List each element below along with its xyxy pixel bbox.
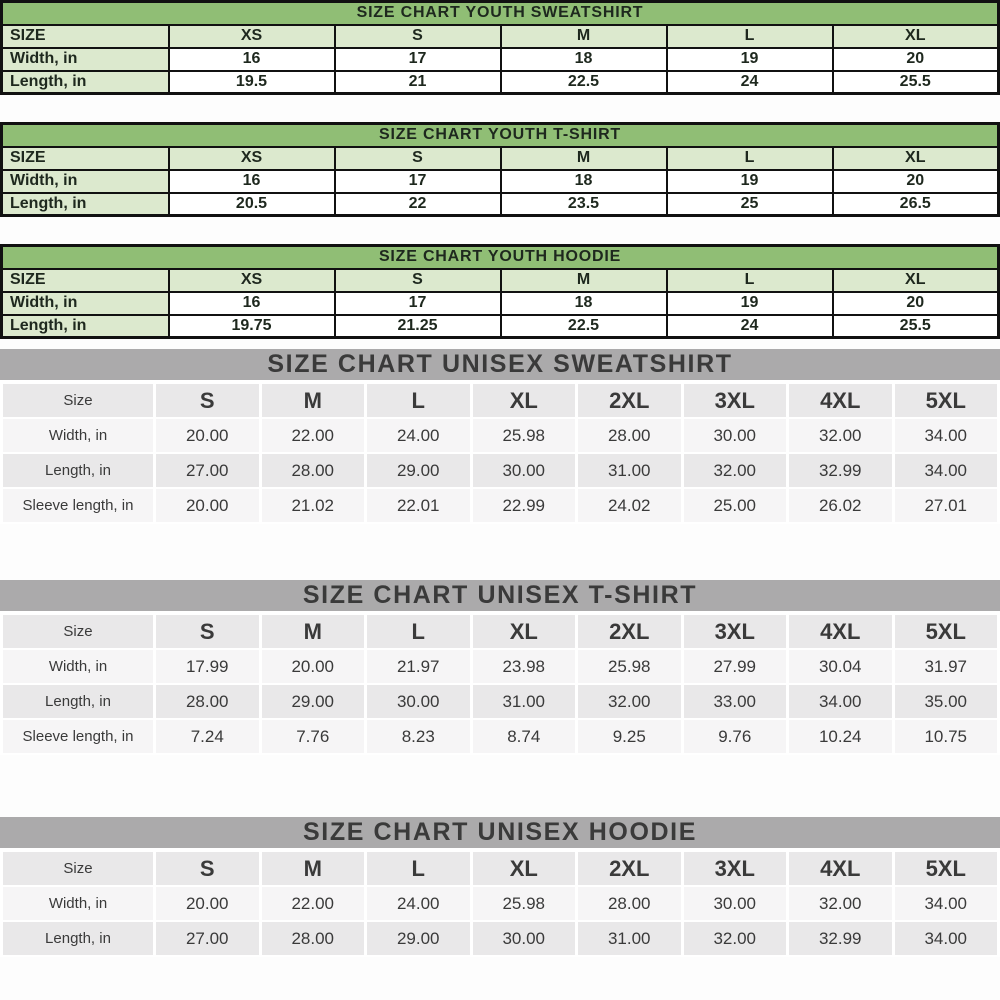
value-cell: 18 <box>501 292 667 315</box>
row-label: Width, in <box>3 650 153 683</box>
chart-title: SIZE CHART UNISEX SWEATSHIRT <box>0 349 1000 380</box>
size-header-cell: S <box>335 269 501 292</box>
size-column-header: Size <box>3 852 153 885</box>
size-table <box>0 613 1000 755</box>
value-cell: 26.02 <box>789 489 892 522</box>
size-header-cell: 2XL <box>578 615 681 648</box>
row-label: Sleeve length, in <box>3 489 153 522</box>
value-cell: 25.5 <box>833 315 999 338</box>
value-cell: 31.97 <box>895 650 998 683</box>
measurement-row <box>3 922 997 955</box>
measurement-row <box>2 170 999 193</box>
title-row <box>2 124 999 147</box>
value-cell: 20.5 <box>169 193 335 216</box>
chart-title: SIZE CHART YOUTH SWEATSHIRT <box>2 2 999 25</box>
value-cell: 20 <box>833 292 999 315</box>
value-cell: 22 <box>335 193 501 216</box>
value-cell: 23.98 <box>473 650 576 683</box>
value-cell: 24 <box>667 315 833 338</box>
value-cell: 8.74 <box>473 720 576 753</box>
size-header-cell: L <box>367 384 470 417</box>
size-table <box>0 382 1000 524</box>
size-header-cell: M <box>501 25 667 48</box>
value-cell: 10.24 <box>789 720 892 753</box>
value-cell: 25.00 <box>684 489 787 522</box>
value-cell: 7.24 <box>156 720 259 753</box>
value-cell: 25.98 <box>578 650 681 683</box>
measurement-row <box>2 193 999 216</box>
size-header-cell: XS <box>169 25 335 48</box>
value-cell: 32.00 <box>684 922 787 955</box>
value-cell: 22.00 <box>262 419 365 452</box>
size-header-cell: XS <box>169 269 335 292</box>
measurement-row <box>3 887 997 920</box>
header-row <box>3 615 997 648</box>
size-header-cell: 4XL <box>789 615 892 648</box>
value-cell: 28.00 <box>262 922 365 955</box>
value-cell: 20 <box>833 48 999 71</box>
value-cell: 25 <box>667 193 833 216</box>
measurement-row <box>3 720 997 753</box>
value-cell: 20.00 <box>156 419 259 452</box>
unisex-sweatshirt-size-chart <box>0 349 1000 524</box>
section-spacer <box>0 755 1000 817</box>
size-table <box>0 0 1000 95</box>
value-cell: 21.02 <box>262 489 365 522</box>
section-spacer <box>0 339 1000 349</box>
value-cell: 22.01 <box>367 489 470 522</box>
value-cell: 16 <box>169 292 335 315</box>
unisex-hoodie-size-chart <box>0 817 1000 957</box>
youth-hoodie-size-chart <box>0 244 1000 339</box>
value-cell: 34.00 <box>895 419 998 452</box>
value-cell: 17 <box>335 292 501 315</box>
size-header-cell: 3XL <box>684 852 787 885</box>
value-cell: 21 <box>335 71 501 94</box>
row-label: Length, in <box>3 922 153 955</box>
size-header-cell: S <box>156 384 259 417</box>
size-column-header: Size <box>3 384 153 417</box>
value-cell: 22.00 <box>262 887 365 920</box>
header-row <box>3 852 997 885</box>
header-row <box>3 384 997 417</box>
value-cell: 35.00 <box>895 685 998 718</box>
size-header-cell: S <box>335 25 501 48</box>
size-header-cell: M <box>262 615 365 648</box>
value-cell: 25.98 <box>473 887 576 920</box>
size-header-cell: M <box>262 384 365 417</box>
value-cell: 26.5 <box>833 193 999 216</box>
size-table <box>0 122 1000 217</box>
size-header-cell: 5XL <box>895 852 998 885</box>
value-cell: 29.00 <box>367 454 470 487</box>
value-cell: 21.25 <box>335 315 501 338</box>
value-cell: 32.99 <box>789 922 892 955</box>
size-header-cell: L <box>667 25 833 48</box>
row-label: Length, in <box>2 71 169 94</box>
value-cell: 31.00 <box>473 685 576 718</box>
value-cell: 28.00 <box>262 454 365 487</box>
value-cell: 27.01 <box>895 489 998 522</box>
measurement-row <box>3 650 997 683</box>
size-header-cell: XL <box>833 147 999 170</box>
value-cell: 19.5 <box>169 71 335 94</box>
value-cell: 20.00 <box>156 887 259 920</box>
size-header-cell: M <box>501 147 667 170</box>
value-cell: 19 <box>667 48 833 71</box>
value-cell: 9.76 <box>684 720 787 753</box>
value-cell: 32.00 <box>789 419 892 452</box>
size-header-cell: 2XL <box>578 384 681 417</box>
value-cell: 27.99 <box>684 650 787 683</box>
value-cell: 28.00 <box>578 419 681 452</box>
value-cell: 29.00 <box>262 685 365 718</box>
value-cell: 17 <box>335 48 501 71</box>
value-cell: 21.97 <box>367 650 470 683</box>
value-cell: 30.00 <box>684 419 787 452</box>
row-label: Length, in <box>3 454 153 487</box>
header-row <box>2 269 999 292</box>
value-cell: 30.00 <box>367 685 470 718</box>
size-header-cell: XL <box>833 269 999 292</box>
size-header-cell: S <box>156 852 259 885</box>
header-row <box>2 25 999 48</box>
value-cell: 30.00 <box>473 454 576 487</box>
row-label: Width, in <box>2 48 169 71</box>
value-cell: 16 <box>169 170 335 193</box>
row-label: Width, in <box>2 292 169 315</box>
value-cell: 32.00 <box>684 454 787 487</box>
value-cell: 8.23 <box>367 720 470 753</box>
size-header-cell: XS <box>169 147 335 170</box>
value-cell: 22.99 <box>473 489 576 522</box>
row-label: Width, in <box>2 170 169 193</box>
youth-tshirt-size-chart <box>0 122 1000 217</box>
value-cell: 30.00 <box>473 922 576 955</box>
size-table <box>0 244 1000 339</box>
size-header-cell: XL <box>473 384 576 417</box>
value-cell: 34.00 <box>895 887 998 920</box>
size-column-header: SIZE <box>2 25 169 48</box>
value-cell: 32.99 <box>789 454 892 487</box>
value-cell: 34.00 <box>789 685 892 718</box>
size-header-cell: S <box>335 147 501 170</box>
row-label: Length, in <box>2 193 169 216</box>
header-row <box>2 147 999 170</box>
value-cell: 28.00 <box>156 685 259 718</box>
size-column-header: Size <box>3 615 153 648</box>
value-cell: 20 <box>833 170 999 193</box>
value-cell: 34.00 <box>895 922 998 955</box>
row-label: Length, in <box>2 315 169 338</box>
value-cell: 16 <box>169 48 335 71</box>
value-cell: 18 <box>501 48 667 71</box>
measurement-row <box>2 48 999 71</box>
chart-title: SIZE CHART YOUTH HOODIE <box>2 246 999 269</box>
value-cell: 33.00 <box>684 685 787 718</box>
title-row <box>2 2 999 25</box>
size-header-cell: L <box>667 269 833 292</box>
measurement-row <box>2 71 999 94</box>
measurement-row <box>2 292 999 315</box>
value-cell: 31.00 <box>578 454 681 487</box>
row-label: Width, in <box>3 887 153 920</box>
measurement-row <box>3 489 997 522</box>
size-header-cell: XL <box>833 25 999 48</box>
size-table <box>0 850 1000 957</box>
value-cell: 28.00 <box>578 887 681 920</box>
value-cell: 30.00 <box>684 887 787 920</box>
size-header-cell: 2XL <box>578 852 681 885</box>
value-cell: 19.75 <box>169 315 335 338</box>
value-cell: 7.76 <box>262 720 365 753</box>
value-cell: 20.00 <box>262 650 365 683</box>
value-cell: 24.00 <box>367 419 470 452</box>
value-cell: 32.00 <box>578 685 681 718</box>
value-cell: 34.00 <box>895 454 998 487</box>
size-header-cell: 5XL <box>895 615 998 648</box>
size-header-cell: XL <box>473 852 576 885</box>
size-column-header: SIZE <box>2 147 169 170</box>
value-cell: 27.00 <box>156 454 259 487</box>
value-cell: 20.00 <box>156 489 259 522</box>
size-header-cell: 3XL <box>684 615 787 648</box>
value-cell: 25.5 <box>833 71 999 94</box>
value-cell: 18 <box>501 170 667 193</box>
value-cell: 25.98 <box>473 419 576 452</box>
row-label: Sleeve length, in <box>3 720 153 753</box>
value-cell: 29.00 <box>367 922 470 955</box>
value-cell: 31.00 <box>578 922 681 955</box>
youth-sweatshirt-size-chart <box>0 0 1000 95</box>
size-header-cell: L <box>367 852 470 885</box>
chart-title: SIZE CHART YOUTH T-SHIRT <box>2 124 999 147</box>
measurement-row <box>3 454 997 487</box>
row-label: Length, in <box>3 685 153 718</box>
value-cell: 22.5 <box>501 71 667 94</box>
value-cell: 19 <box>667 170 833 193</box>
row-label: Width, in <box>3 419 153 452</box>
size-header-cell: 4XL <box>789 852 892 885</box>
size-header-cell: 4XL <box>789 384 892 417</box>
value-cell: 24 <box>667 71 833 94</box>
chart-title: SIZE CHART UNISEX HOODIE <box>0 817 1000 848</box>
value-cell: 17 <box>335 170 501 193</box>
value-cell: 24.00 <box>367 887 470 920</box>
value-cell: 24.02 <box>578 489 681 522</box>
title-row <box>2 246 999 269</box>
section-spacer <box>0 524 1000 580</box>
size-header-cell: M <box>501 269 667 292</box>
value-cell: 10.75 <box>895 720 998 753</box>
size-header-cell: 5XL <box>895 384 998 417</box>
size-header-cell: S <box>156 615 259 648</box>
unisex-tshirt-size-chart <box>0 580 1000 755</box>
value-cell: 27.00 <box>156 922 259 955</box>
chart-title: SIZE CHART UNISEX T-SHIRT <box>0 580 1000 611</box>
size-header-cell: L <box>667 147 833 170</box>
measurement-row <box>3 685 997 718</box>
value-cell: 22.5 <box>501 315 667 338</box>
value-cell: 23.5 <box>501 193 667 216</box>
size-header-cell: M <box>262 852 365 885</box>
measurement-row <box>2 315 999 338</box>
measurement-row <box>3 419 997 452</box>
value-cell: 9.25 <box>578 720 681 753</box>
value-cell: 32.00 <box>789 887 892 920</box>
size-header-cell: 3XL <box>684 384 787 417</box>
size-header-cell: L <box>367 615 470 648</box>
value-cell: 19 <box>667 292 833 315</box>
value-cell: 30.04 <box>789 650 892 683</box>
size-header-cell: XL <box>473 615 576 648</box>
value-cell: 17.99 <box>156 650 259 683</box>
size-column-header: SIZE <box>2 269 169 292</box>
